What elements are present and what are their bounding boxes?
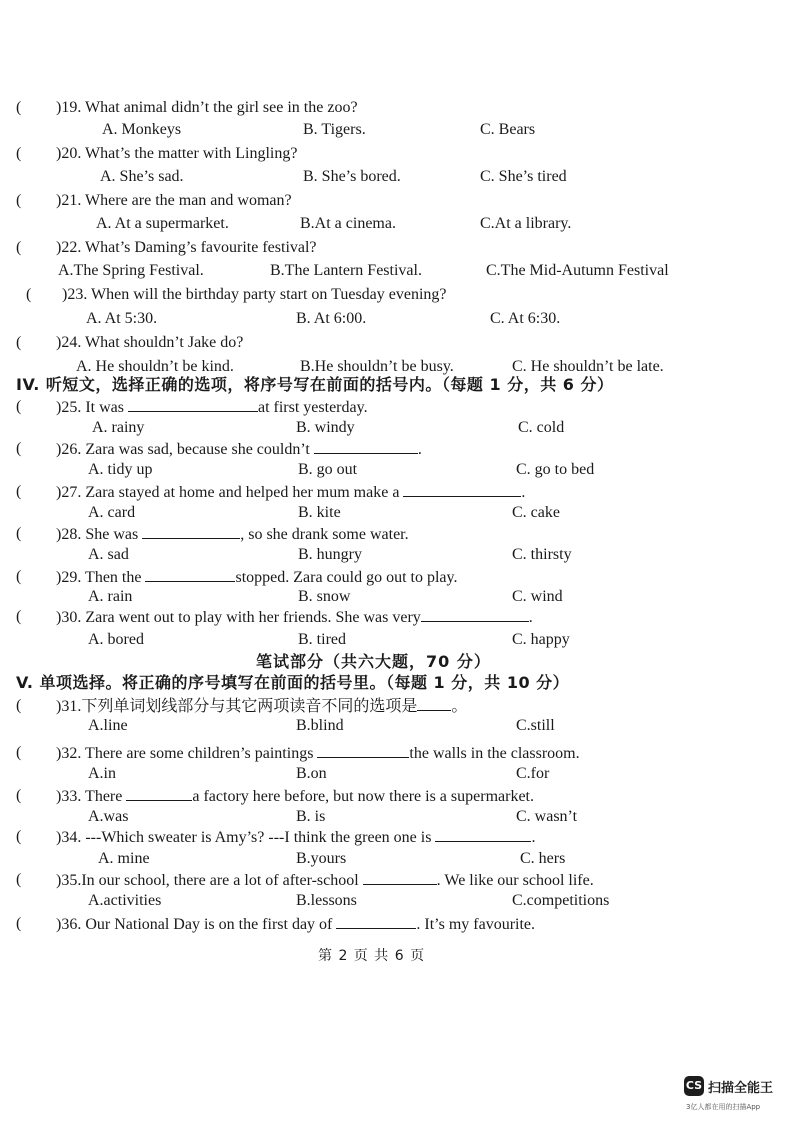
option-c: C.The Mid-Autumn Festival (486, 262, 669, 279)
question-text: )19. What animal didn’t the girl see in the zoo? (56, 99, 358, 116)
options-30 (0, 630, 793, 650)
question-26 (16, 439, 776, 459)
question-text: )21. Where are the man and woman? (56, 192, 292, 209)
question-text: )31.下列单词划线部分与其它两项读音不同的选项是 。 (56, 698, 468, 715)
question-23 (26, 285, 776, 305)
option-c: C. wasn’t (516, 808, 578, 825)
options-29 (0, 587, 793, 607)
scanner-app-logo (684, 1076, 784, 1116)
answer-blank (145, 567, 235, 582)
answer-paren: ( (16, 192, 22, 209)
option-b: B.The Lantern Festival. (270, 262, 422, 279)
options-24 (0, 357, 793, 377)
option-b: B. At 6:00. (296, 310, 367, 327)
option-a: A. mine (98, 850, 150, 867)
question-text: )25. It was at first yesterday. (56, 399, 368, 416)
option-c: C. cake (512, 504, 560, 521)
options-33 (0, 807, 793, 827)
answer-blank (403, 482, 521, 497)
answer-blank (314, 439, 418, 454)
options-32 (0, 764, 793, 784)
logo-tagline: 3亿人都在用的扫描App (686, 1103, 761, 1111)
page-number: 第 2 页 共 6 页 (318, 948, 426, 964)
question-text: )22. What’s Daming’s favourite festival? (56, 239, 317, 256)
option-c: C.still (516, 717, 555, 734)
option-c: C. Bears (480, 121, 536, 138)
section-iv-title: IV. 听短文，选择正确的选项，将序号写在前面的括号内。（每题 1 分，共 6 分） (16, 375, 614, 394)
option-c: C. wind (512, 588, 563, 605)
answer-blank (128, 397, 258, 412)
options-23 (0, 309, 793, 329)
answer-blank (435, 827, 531, 842)
question-text: )30. Zara went out to play with her friends. She was very . (56, 609, 533, 626)
options-22 (0, 261, 793, 281)
question-text: )20. What’s the matter with Lingling? (56, 145, 298, 162)
question-34 (16, 827, 776, 847)
question-text: )29. Then the stopped. Zara could go out to play. (56, 569, 458, 586)
answer-paren: ( (16, 483, 22, 500)
option-b: B. snow (298, 588, 351, 605)
option-b: B. Tigers. (303, 121, 366, 138)
question-29 (16, 567, 776, 587)
answer-blank (417, 696, 451, 711)
option-b: B.on (296, 765, 327, 782)
option-a: A. rainy (92, 419, 145, 436)
option-a: A. card (88, 504, 136, 521)
answer-paren: ( (16, 608, 22, 625)
answer-paren: ( (16, 99, 22, 116)
option-c: C. He shouldn’t be late. (512, 358, 664, 375)
answer-paren: ( (16, 145, 22, 162)
option-b: B.yours (296, 850, 347, 867)
question-text: )35.In our school, there are a lot of after-school . We like our school life. (56, 872, 594, 889)
question-24 (16, 333, 776, 353)
question-22 (16, 238, 776, 258)
written-part-title: 笔试部分（共六大题，70 分） (256, 652, 491, 671)
answer-blank (317, 743, 409, 758)
option-c: C. hers (520, 850, 566, 867)
answer-paren: ( (16, 239, 22, 256)
option-b: B. windy (296, 419, 355, 436)
answer-blank (336, 914, 416, 929)
options-28 (0, 545, 793, 565)
answer-paren: ( (16, 744, 22, 761)
question-text: )24. What shouldn’t Jake do? (56, 334, 244, 351)
option-a: A. sad (88, 546, 129, 563)
option-c: C. She’s tired (480, 168, 567, 185)
option-a: A. bored (88, 631, 144, 648)
options-25 (0, 418, 793, 438)
option-a: A. At a supermarket. (96, 215, 229, 232)
answer-paren: ( (16, 440, 22, 457)
option-b: B. kite (298, 504, 341, 521)
answer-paren: ( (16, 697, 22, 714)
option-a: A. rain (88, 588, 133, 605)
options-35 (0, 891, 793, 911)
option-a: A.line (88, 717, 128, 734)
question-text: )27. Zara stayed at home and helped her mum make a . (56, 484, 526, 501)
option-b: B.lessons (296, 892, 357, 909)
option-a: A.The Spring Festival. (58, 262, 204, 279)
options-19 (0, 120, 793, 140)
option-b: B.He shouldn’t be busy. (300, 358, 454, 375)
answer-paren: ( (16, 828, 22, 845)
question-20 (16, 144, 776, 164)
option-b: B. is (296, 808, 326, 825)
logo-name: 扫描全能王 (708, 1081, 774, 1096)
question-36 (16, 914, 776, 934)
option-c: C.competitions (512, 892, 610, 909)
answer-blank (142, 524, 240, 539)
option-c: C. go to bed (516, 461, 595, 478)
option-a: A. She’s sad. (100, 168, 184, 185)
option-c: C. cold (518, 419, 565, 436)
question-text: )23. When will the birthday party start on Tuesday evening? (62, 286, 447, 303)
option-c: C.At a library. (480, 215, 572, 232)
question-28 (16, 524, 776, 544)
options-21 (0, 214, 793, 234)
answer-blank (126, 786, 192, 801)
option-a: A.was (88, 808, 129, 825)
options-31 (0, 716, 793, 736)
question-30 (16, 607, 776, 627)
options-20 (0, 167, 793, 187)
question-21 (16, 191, 776, 211)
question-text: )34. ---Which sweater is Amy’s? ---I think the green one is . (56, 829, 536, 846)
question-text: )28. She was , so she drank some water. (56, 526, 409, 543)
question-32 (16, 743, 776, 763)
option-b: B.blind (296, 717, 344, 734)
answer-paren: ( (16, 568, 22, 585)
question-27 (16, 482, 776, 502)
question-text: )26. Zara was sad, because she couldn’t . (56, 441, 422, 458)
option-b: B. hungry (298, 546, 362, 563)
answer-paren: ( (16, 525, 22, 542)
answer-blank (363, 870, 437, 885)
answer-paren: ( (26, 286, 32, 303)
option-b: B. tired (298, 631, 346, 648)
options-34 (0, 849, 793, 869)
option-a: A.in (88, 765, 116, 782)
camscanner-icon: CS (684, 1076, 704, 1096)
option-b: B. She’s bored. (303, 168, 401, 185)
answer-paren: ( (16, 398, 22, 415)
option-b: B.At a cinema. (300, 215, 396, 232)
question-text: )33. There a factory here before, but now there is a supermarket. (56, 788, 534, 805)
question-31 (16, 696, 776, 716)
option-a: A. tidy up (88, 461, 153, 478)
answer-paren: ( (16, 787, 22, 804)
options-26 (0, 460, 793, 480)
question-25 (16, 397, 776, 417)
question-text: )32. There are some children’s paintings the walls in the classroom. (56, 745, 580, 762)
section-v-title: V. 单项选择。将正确的序号填写在前面的括号里。（每题 1 分，共 10 分） (16, 673, 570, 692)
answer-paren: ( (16, 871, 22, 888)
question-text: )36. Our National Day is on the first day of . It’s my favourite. (56, 916, 536, 933)
option-a: A. At 5:30. (86, 310, 158, 327)
question-33 (16, 786, 776, 806)
answer-paren: ( (16, 334, 22, 351)
option-a: A. Monkeys (102, 121, 182, 138)
question-35 (16, 870, 776, 890)
question-19 (16, 98, 776, 118)
option-c: C. At 6:30. (490, 310, 561, 327)
option-a: A. He shouldn’t be kind. (76, 358, 234, 375)
answer-blank (421, 607, 529, 622)
option-c: C. thirsty (512, 546, 572, 563)
option-c: C. happy (512, 631, 570, 648)
option-a: A.activities (88, 892, 162, 909)
option-c: C.for (516, 765, 550, 782)
options-27 (0, 503, 793, 523)
answer-paren: ( (16, 915, 22, 932)
option-b: B. go out (298, 461, 358, 478)
